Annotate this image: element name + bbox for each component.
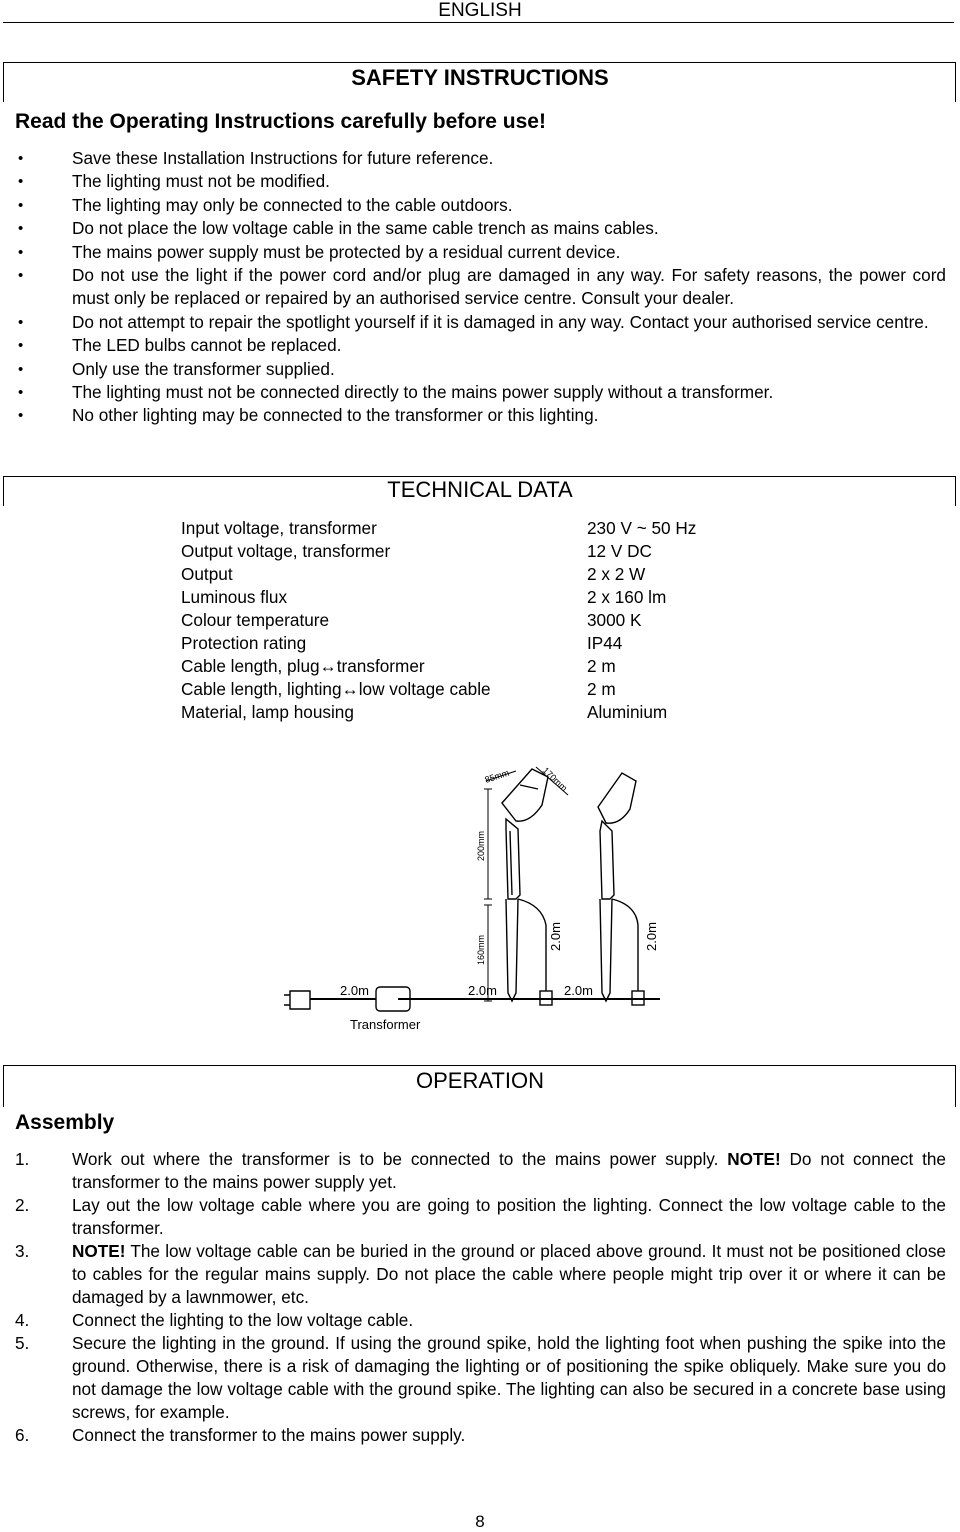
technical-value: 230 V ~ 50 Hz (587, 518, 697, 538)
safety-item: • Do not attempt to repair the spotlight yourself if it is damaged in any way. Contact your authorised service centre. (0, 311, 946, 334)
technical-row (181, 609, 787, 632)
technical-label: Protection rating (181, 633, 307, 653)
assembly-heading: Assembly (15, 1111, 115, 1134)
step-text: The low voltage cable can be buried in the ground or placed above ground. It must not be positioned close to cables for the regular mains supply. Do not place the cable where people might trip over it or where it can be damaged by a lawnmower, etc. (72, 1241, 946, 1307)
header-language: ENGLISH (438, 0, 522, 21)
transformer-label: Transformer (350, 1017, 421, 1032)
step-text: Connect the lighting to the low voltage cable. (72, 1310, 414, 1330)
lamp-stem-left (506, 819, 520, 899)
assembly-step (0, 1240, 946, 1309)
lamp-cable-left (518, 899, 546, 991)
assembly-step (0, 1424, 946, 1447)
step-note: NOTE! (727, 1149, 781, 1169)
step-number: 3. (15, 1241, 30, 1261)
safety-item: • Do not use the light if the power cord and/or plug are damaged in any way. For safety reasons, the power cord must only be replaced or repaired by an authorised service centre. Consult your dealer. (0, 264, 946, 311)
safety-item: • Save these Installation Instructions for future reference. (0, 147, 946, 170)
technical-value: 2 m (587, 656, 616, 676)
safety-item: • No other lighting may be connected to the transformer or this lighting. (0, 404, 946, 427)
assembly-step (0, 1332, 946, 1424)
mains-plug (284, 991, 310, 1009)
technical-value: IP44 (587, 633, 623, 653)
lamp-head-right (598, 773, 636, 823)
technical-row (181, 563, 787, 586)
technical-label: Output (181, 564, 233, 584)
step-text: Connect the transformer to the mains power supply. (72, 1425, 466, 1445)
dim-head-width-label: 85mm (483, 767, 511, 785)
technical-label: Luminous flux (181, 587, 288, 607)
technical-value: 2 x 160 lm (587, 587, 667, 607)
step-text: Lay out the low voltage cable where you are going to position the lighting. Connect the low voltage cable to the transformer. (72, 1195, 946, 1238)
assembly-step (0, 1148, 946, 1194)
safety-item: • Do not place the low voltage cable in the same cable trench as mains cables. (0, 217, 946, 240)
technical-value: 3000 K (587, 610, 642, 630)
lamp-head-left-lens (520, 785, 538, 789)
lamp-cable-right (612, 899, 638, 991)
step-text: Secure the lighting in the ground. If using the ground spike, hold the lighting foot when pushing the spike into the ground. Otherwise, there is a risk of damaging the lighting or of positioning the spike obliquely. Make sure you do not damage the low voltage cable with the ground spike. The lighting can also be secured in a concrete base using screws, for example. (72, 1333, 946, 1422)
cable-lamp-1-label: 2.0m (548, 922, 563, 951)
assembly-step (0, 1309, 946, 1332)
step-number: 5. (15, 1333, 30, 1353)
assembly-step (0, 1194, 946, 1240)
step-number: 2. (15, 1195, 30, 1215)
product-diagram (280, 765, 660, 1035)
safety-item: • Only use the transformer supplied. (0, 358, 946, 381)
technical-value: 2 m (587, 679, 616, 699)
technical-title: TECHNICAL DATA (387, 477, 573, 502)
safety-item: • The LED bulbs cannot be replaced. (0, 334, 946, 357)
safety-item: • The mains power supply must be protected by a residual current device. (0, 241, 946, 264)
technical-row (181, 701, 787, 724)
cable-plug-label: 2.0m (340, 983, 369, 998)
cable-mid-2-label: 2.0m (564, 983, 593, 998)
technical-row (181, 540, 787, 563)
technical-value: Aluminium (587, 702, 668, 722)
spike-left (506, 899, 518, 1001)
technical-value: 2 x 2 W (587, 564, 646, 584)
page-number: 8 (475, 1512, 485, 1531)
operation-title: OPERATION (416, 1068, 544, 1093)
cable-lamp-2-label: 2.0m (644, 922, 659, 951)
safety-list (0, 147, 946, 428)
dim-head-length-label: 170mm (540, 765, 570, 794)
step-note: NOTE! (72, 1241, 126, 1261)
technical-label: Cable length, lighting↔low voltage cable (181, 679, 491, 699)
header-rule (3, 22, 954, 23)
technical-label: Input voltage, transformer (181, 518, 377, 538)
safety-item: • The lighting must not be modified. (0, 170, 946, 193)
technical-label: Cable length, plug↔transformer (181, 656, 425, 676)
step-text: Do not connect the transformer to the mains power supply yet. (72, 1149, 946, 1192)
cable-mid-1-label: 2.0m (468, 983, 497, 998)
step-number: 6. (15, 1425, 30, 1445)
assembly-steps (0, 1148, 946, 1447)
dim-height-label: 200mm (476, 830, 486, 861)
safety-lead: Read the Operating Instructions carefully before use! (15, 110, 546, 133)
technical-row (181, 678, 787, 701)
technical-data-table (181, 517, 787, 724)
safety-item: • The lighting must not be connected directly to the mains power supply without a transformer. (0, 381, 946, 404)
step-text: Work out where the transformer is to be connected to the mains power supply. (72, 1149, 728, 1169)
technical-row (181, 517, 787, 540)
safety-item: • The lighting may only be connected to the cable outdoors. (0, 194, 946, 217)
step-number: 4. (15, 1310, 30, 1330)
technical-row (181, 586, 787, 609)
technical-row (181, 632, 787, 655)
dim-spike-label: 160mm (476, 934, 486, 965)
spike-right (600, 899, 612, 1001)
technical-row (181, 655, 787, 678)
technical-value: 12 V DC (587, 541, 652, 561)
technical-label: Output voltage, transformer (181, 541, 391, 561)
technical-label: Colour temperature (181, 610, 330, 630)
technical-label: Material, lamp housing (181, 702, 354, 722)
step-number: 1. (15, 1149, 30, 1169)
lamp-stem-right (600, 821, 614, 899)
safety-title: SAFETY INSTRUCTIONS (351, 65, 609, 90)
